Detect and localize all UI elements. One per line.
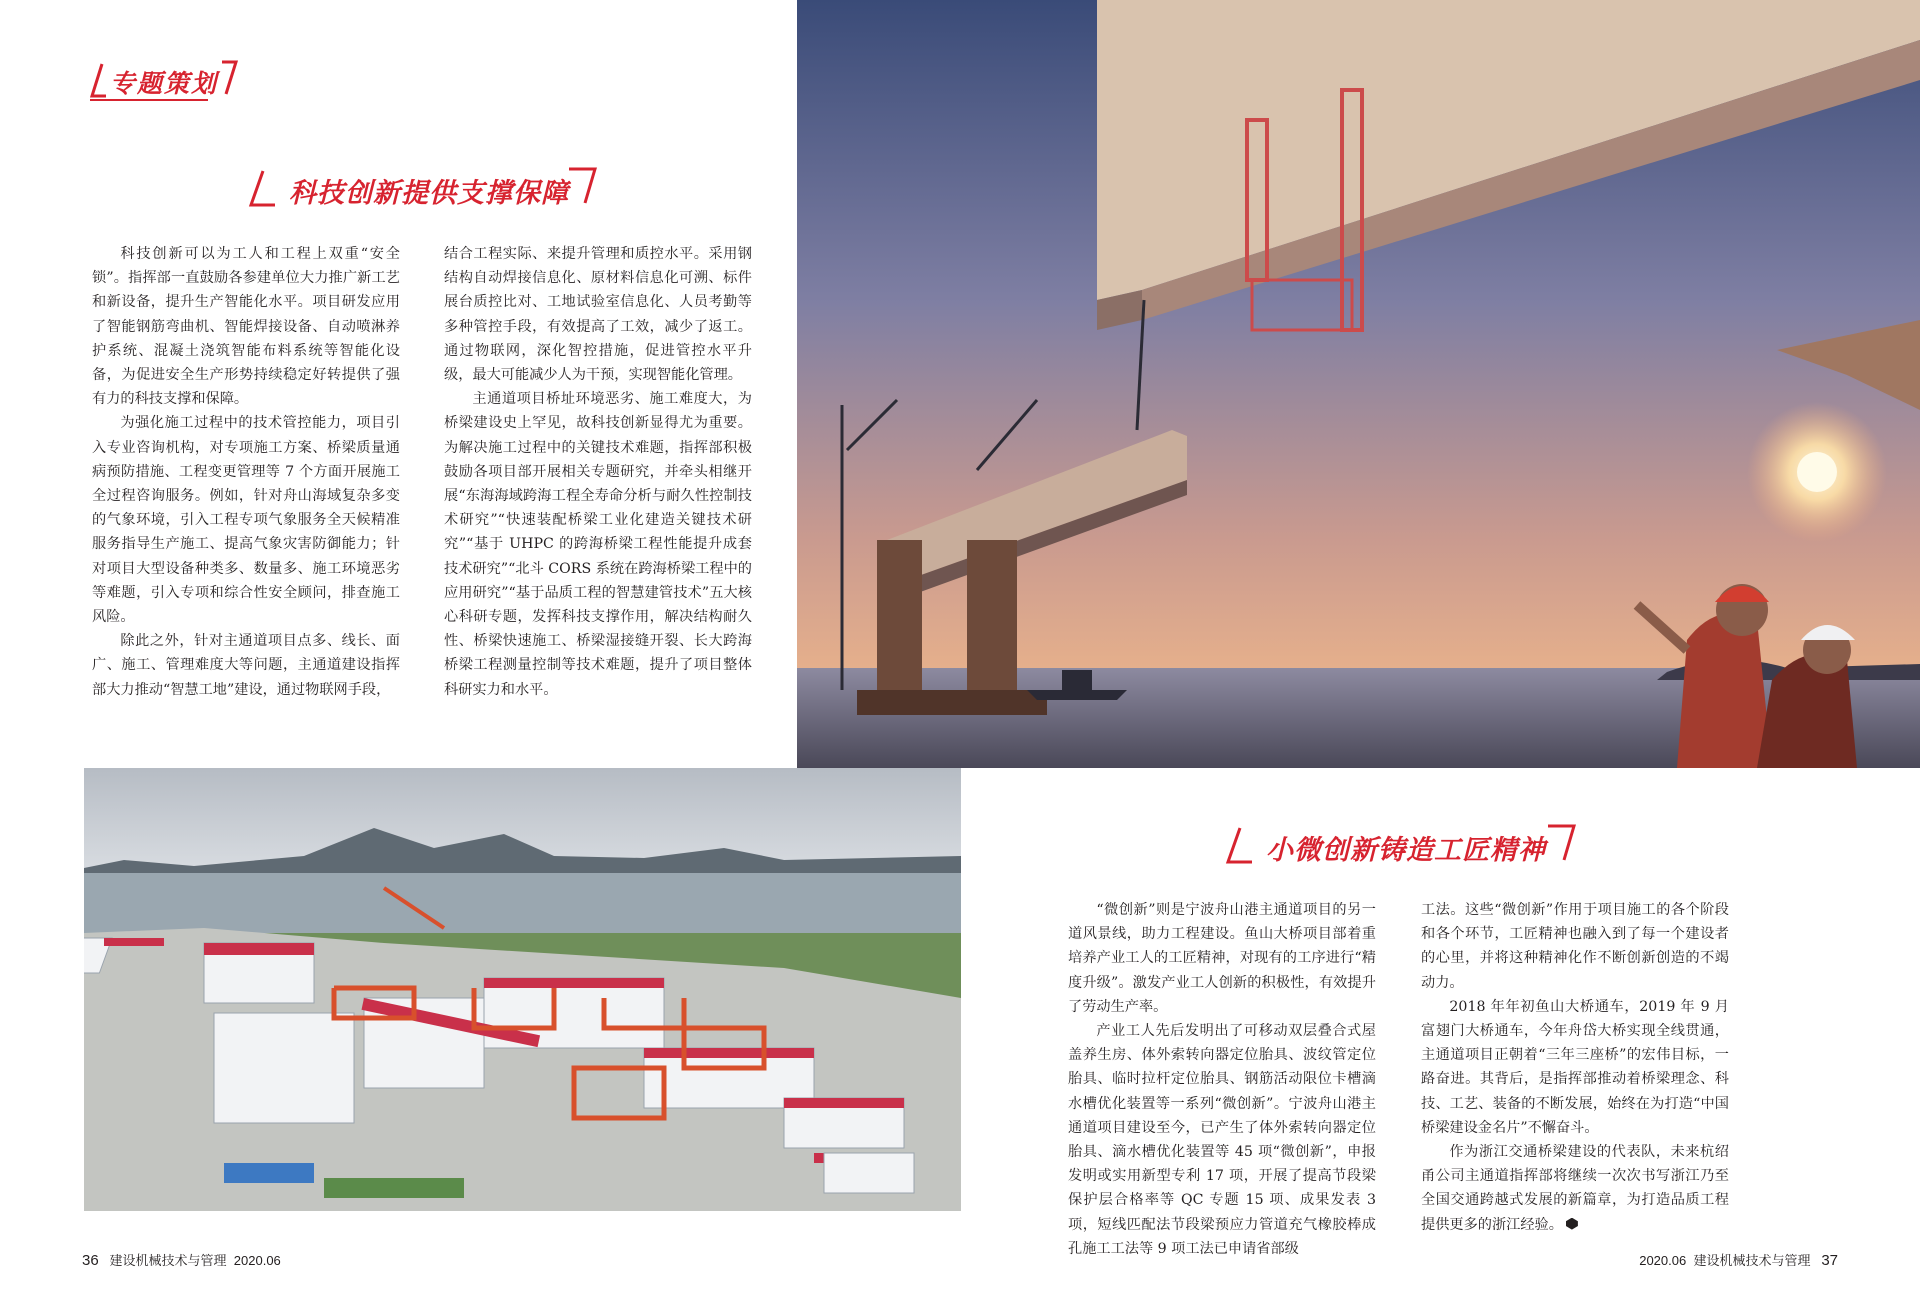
magazine-name: 建设机械技术与管理 [109,1253,227,1268]
paragraph: 为强化施工过程中的技术管控能力，项目引入专业咨询机构，对专项施工方案、桥梁质量通病预防措施、工程变更管理等 7 个方面开展施工全过程咨询服务。例如，针对舟山海域复杂多变的气象环境，引入工程专项气象服务全天候精准服务指导生产施工、提高气象灾害防御能力；针对项目大型设备种类多、数量多、施工环境恶劣等难题，引入专项和综合性安全顾问，排查施工风险。 [92,415,400,626]
issue-date: 2020.06 [1639,1253,1687,1268]
bridge-construction-photo [797,0,1920,768]
section-tag-label: 专题策划 [110,69,219,98]
heading-bracket-right [565,165,605,211]
magazine-name: 建设机械技术与管理 [1693,1253,1811,1268]
footer-left [82,1250,281,1269]
paragraph: 主通道项目桥址环境恶劣、施工难度大，为桥梁建设史上罕见，故科技创新显得尤为重要。为解决施工过程中的关键技术难题，指挥部积极鼓励各项目部开展相关专题研究，并牵头相继开展“东海海域跨海工程全寿命分析与耐久性控制技术研究”“快速装配桥梁工业化建造关键技术研究”“基于 UHPC 的跨海桥梁工程性能提升成套技术研究”“北斗 CORS 系统在跨海桥梁工程中的应用研究”“基于品质工程的智慧建管技术”五大核心科研专题，发挥科技支撑作用，解决结构耐久性、桥梁快速施工、桥梁湿接缝开裂、长大跨海桥梁工程测量控制等技术难题，提升了项目整体科研实力和水平。 [444,391,752,698]
paragraph: 2018 年年初鱼山大桥通车，2019 年 9 月富翅门大桥通车，今年舟岱大桥实现全线贯通，主通道项目正朝着“三年三座桥”的宏伟目标，一路奋进。其背后，是指挥部推动着桥梁理念、科技、工艺、装备的不断发展，始终在为打造“中国桥梁建设金名片”不懈奋斗。 [1421,998,1729,1136]
heading-bracket-left [1222,822,1256,868]
heading-tech-innovation [245,165,605,215]
paragraph: 工法。这些“微创新”作用于项目施工的各个阶段和各个环节，工匠精神也融入到了每一个建设者的心里，并将这种精神化作不断创新创造的不竭动力。 [1421,902,1729,991]
page-number: 36 [82,1252,99,1269]
heading-bracket-left [245,165,279,211]
paragraph: 科技创新可以为工人和工程上双重“安全锁”。指挥部一直鼓励各参建单位大力推广新工艺和新设备，提升生产智能化水平。项目研发应用了智能钢筋弯曲机、智能焊接设备、自动喷淋养护系统、混凝土浇筑智能布料系统等智能化设备，为促进安全生产形势持续稳定好转提供了强有力的科技支撑和保障。 [92,246,400,408]
column-3 [1068,898,1376,1261]
heading-text: 科技创新提供支撑保障 [289,178,569,209]
footer-right [1639,1250,1838,1269]
aerial-factory-photo [84,768,961,1211]
heading-micro-innovation [1222,822,1582,872]
page-number: 37 [1821,1252,1838,1269]
column-4 [1421,898,1729,1237]
paragraph: 除此之外，针对主通道项目点多、线长、面广、施工、管理难度大等问题，主通道建设指挥部大力推动“智慧工地”建设，通过物联网手段， [92,633,400,698]
column-2 [444,242,752,702]
paragraph-text: 作为浙江交通桥梁建设的代表队，未来杭绍甬公司主通道指挥部将继续一次次书写浙江乃至全国交通跨越式发展的新篇章，为打造品质工程提供更多的浙江经验。 [1421,1144,1729,1233]
heading-text: 小微创新铸造工匠精神 [1266,835,1546,866]
heading-bracket-right [1544,822,1584,868]
paragraph: 产业工人先后发明出了可移动双层叠合式屋盖养生房、体外索转向器定位胎具、波纹管定位胎具、临时拉杆定位胎具、钢筋活动限位卡槽滴水槽优化装置等一系列“微创新”。宁波舟山港主通道项目建设至今，已产生了体外索转向器定位胎具、滴水槽优化装置等 45 项“微创新”，申报发明或实用新型专利 17 项，开展了提高节段梁保护层合格率等 QC 专题 15 项、成果发表 3 项，短线匹配法节段梁预应力管道充气橡胶棒成孔施工工法等 9 项工法已申请省部级 [1068,1023,1376,1257]
issue-date: 2020.06 [233,1253,281,1268]
paragraph: 结合工程实际、来提升管理和质控水平。采用钢结构自动焊接信息化、原材料信息化可溯、标件展台质控比对、工地试验室信息化、人员考勤等多种管控手段，有效提高了工效，减少了返工。通过物联网，深化智控措施，促进管控水平升级，最大可能减少人为干预，实现智能化管理。 [444,246,752,384]
paragraph [1421,1140,1729,1237]
column-1 [92,242,400,702]
end-mark-icon [1566,1218,1578,1230]
section-tag [88,56,238,102]
paragraph: “微创新”则是宁波舟山港主通道项目的另一道风景线，助力工程建设。鱼山大桥项目部着重培养产业工人的工匠精神，对现有的工序进行“精度升级”。激发产业工人创新的积极性，有效提升了劳动生产率。 [1068,902,1376,1015]
